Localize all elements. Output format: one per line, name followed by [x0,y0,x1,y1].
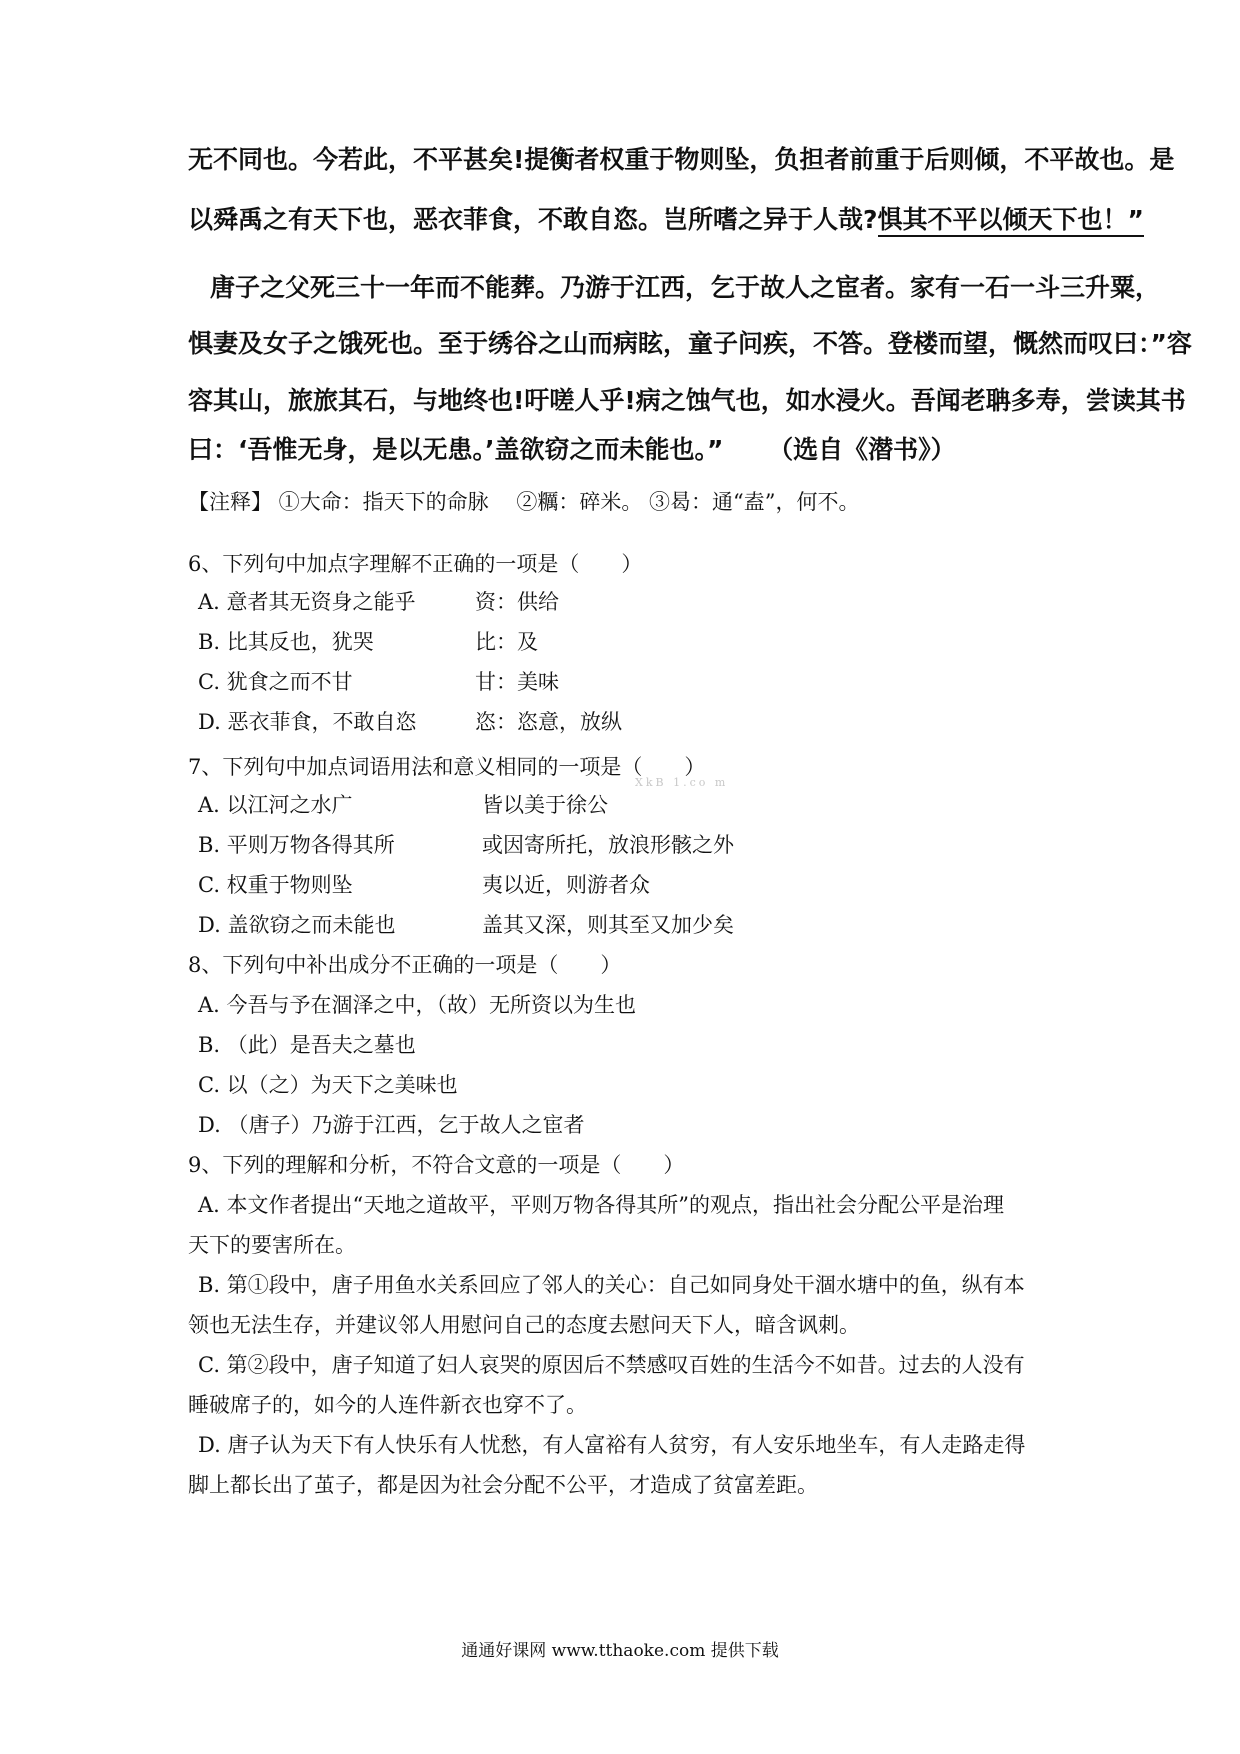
passage-line-6 [188,430,956,466]
q6-option-d-gloss: 恣：恣意，放纵 [475,710,622,734]
q8-stem: 8、下列句中补出成分不正确的一项是（ ） [188,953,622,977]
passage-line-4: 惧妻及女子之饿死也。至于绣谷之山而病眩，童子问疾，不答。登楼而望，慨然而叹曰：”容 [188,329,1192,358]
q9-option-d-line1: D. 唐子认为天下有人快乐有人忧愁，有人富裕有人贫穷，有人安乐地坐车，有人走路走得 [198,1433,1026,1457]
q9-option-b-line1: B. 第①段中，唐子用鱼水关系回应了邻人的关心：自己如同身处干涸水塘中的鱼，纵有本 [198,1273,1025,1297]
q8-option-b: B. （此）是吾夫之墓也 [198,1033,416,1057]
underlined-sentence: 惧其不平以倾天下也！” [878,205,1144,237]
q9-option-a-line1: A. 本文作者提出“天地之道故平，平则万物各得其所”的观点，指出社会分配公平是治理 [198,1193,1004,1217]
q8-option-c: C. 以（之）为天下之美味也 [198,1073,458,1097]
q6-option-b: B. 比其反也，犹哭 [198,630,374,654]
q9-option-b-line2: 领也无法生存，并建议邻人用慰问自己的态度去慰问天下人，暗含讽刺。 [188,1313,860,1337]
q7-option-b-pair: 或因寄所托，放浪形骸之外 [482,833,734,857]
q6-option-b-gloss: 比：及 [475,630,538,654]
q9-option-a-line2: 天下的要害所在。 [188,1233,356,1257]
passage-line-2-text: 以舜禹之有天下也，恶衣菲食，不敢自恣。岂所嗜之异于人哉? [188,205,878,234]
passage-line-5: 容其山，旅旅其石，与地终也!吁嗟人乎!病之蚀气也，如水浸火。吾闻老聃多寿，尝读其书 [188,386,1186,415]
q9-option-c-line2: 睡破席子的，如今的人连件新衣也穿不了。 [188,1393,587,1417]
q7-option-a-pair: 皆以美于徐公 [482,793,608,817]
q8-option-d: D. （唐子）乃游于江西，乞于故人之宦者 [198,1113,585,1137]
q8-option-a: A. 今吾与予在涸泽之中，（故）无所资以为生也 [198,993,637,1017]
passage-line-2 [188,200,1144,236]
q7-stem: 7、下列句中加点词语用法和意义相同的一项是（ ） [188,755,706,779]
q6-option-a: A. 意者其无资身之能乎 [198,590,416,614]
q9-option-d-line2: 脚上都长出了茧子，都是因为社会分配不公平，才造成了贫富差距。 [188,1473,818,1497]
q6-option-c-gloss: 甘：美味 [475,670,559,694]
q7-option-c: C. 权重于物则坠 [198,873,353,897]
q6-option-d: D. 恶衣菲食，不敢自恣 [198,710,417,734]
notes: 【注释】 ①大命：指天下的命脉 ②糲：碎米。 ③曷：通“盍”，何不。 [188,490,860,514]
q7-option-d: D. 盖欲窃之而未能也 [198,913,396,937]
source-citation: （选自《潜书》） [768,435,956,464]
q7-option-d-pair: 盖其又深，则其至又加少矣 [482,913,734,937]
passage-line-6-text: 曰：‘吾惟无身，是以无患。’盖欲窃之而未能也。” [188,435,724,464]
footer-source: 通通好课网 www.tthaoke.com 提供下载 [461,1641,779,1661]
q7-option-c-pair: 夷以近，则游者众 [482,873,650,897]
passage-line-3: 唐子之父死三十一年而不能葬。乃游于江西，乞于故人之宦者。家有一石一斗三升粟， [210,273,1161,302]
q7-option-b: B. 平则万物各得其所 [198,833,395,857]
watermark: XkB 1.co m [635,776,729,789]
q6-option-a-gloss: 资：供给 [475,590,559,614]
q9-stem: 9、下列的理解和分析，不符合文意的一项是（ ） [188,1153,685,1177]
q6-stem: 6、下列句中加点字理解不正确的一项是（ ） [188,552,643,576]
q9-option-c-line1: C. 第②段中，唐子知道了妇人哀哭的原因后不禁感叹百姓的生活今不如昔。过去的人没有 [198,1353,1025,1377]
passage-line-1: 无不同也。今若此，不平甚矣!提衡者权重于物则坠，负担者前重于后则倾，不平故也。是 [188,145,1175,174]
q7-option-a: A. 以江河之水广 [198,793,353,817]
q6-option-c: C. 犹食之而不甘 [198,670,353,694]
